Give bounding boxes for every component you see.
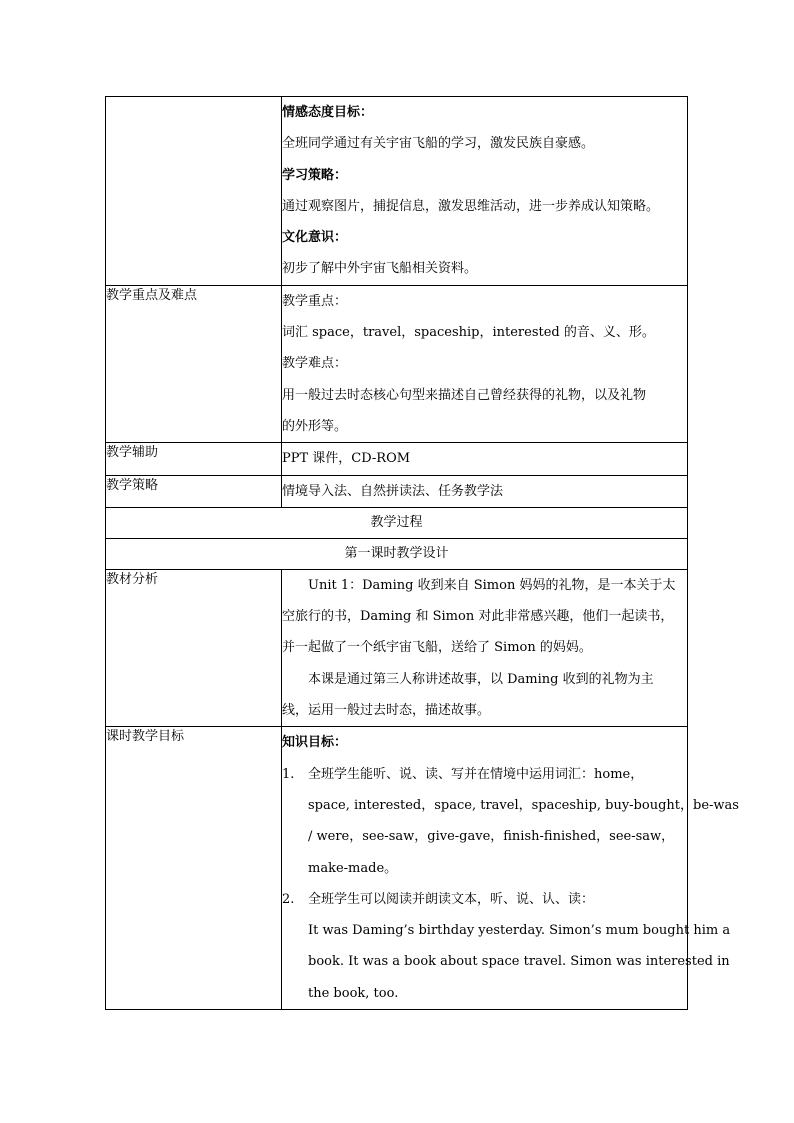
teaching-process-heading: 教学过程 [106, 507, 688, 538]
empty-label-cell [106, 97, 282, 286]
objectives-content [282, 97, 688, 286]
row-key-points [106, 285, 688, 442]
row-first-lesson [106, 538, 688, 569]
emotion-goal-heading: 情感态度目标： [282, 105, 374, 120]
key-points-label: 教学重点及难点 [106, 285, 282, 442]
key-point-text: 词汇 space，travel，spaceship，interested 的音、义、形。 [282, 325, 655, 341]
item-number: 2. [282, 891, 295, 907]
teaching-strategy-content [282, 475, 688, 507]
item-2-line-2: It was Daming’s birthday yesterday. Simon’s mum bought him a [308, 923, 731, 939]
item-1-line-3: / were，see-saw，give-gave，finish-finished，see-saw， [308, 829, 675, 845]
row-lesson-objectives [106, 727, 688, 1010]
analysis-line-5: 线，运用一般过去时态，描述故事。 [282, 703, 491, 719]
analysis-line-1: Unit 1：Daming 收到来自 Simon 妈妈的礼物，是一本关于太 [308, 577, 676, 593]
analysis-line-2: 空旅行的书，Daming 和 Simon 对此非常感兴趣，他们一起读书， [282, 609, 674, 625]
emotion-goal-text: 全班同学通过有关宇宙飞船的学习，激发民族自豪感。 [282, 136, 595, 152]
knowledge-goal-heading: 知识目标： [282, 735, 348, 751]
teaching-strategy-label: 教学策略 [106, 475, 282, 507]
difficulty-heading: 教学难点： [282, 356, 348, 372]
item-text: 全班学生能听、说、读、写并在情境中运用词汇：home， [308, 766, 644, 782]
teaching-aids-label: 教学辅助 [106, 443, 282, 475]
objective-item-2 [282, 884, 687, 915]
item-number: 1. [282, 766, 295, 782]
material-analysis-content [282, 569, 688, 726]
row-teaching-aids [106, 443, 688, 475]
analysis-line-4: 本课是通过第三人称讲述故事，以 Daming 收到的礼物为主 [308, 671, 654, 687]
item-text: 全班学生可以阅读并朗读文本，听、说、认、读： [308, 891, 595, 907]
row-teaching-strategy [106, 475, 688, 507]
learning-strategy-text: 通过观察图片，捕捉信息，激发思维活动，进一步养成认知策略。 [282, 198, 660, 214]
teaching-strategy-text: 情境导入法、自然拼读法、任务教学法 [282, 483, 504, 499]
difficulty-text-1: 用一般过去时态核心句型来描述自己曾经获得的礼物，以及礼物 [282, 387, 647, 403]
analysis-line-3: 并一起做了一个纸宇宙飞船，送给了 Simon 的妈妈。 [282, 640, 592, 656]
lesson-objectives-label: 课时教学目标 [106, 727, 282, 1010]
culture-awareness-text: 初步了解中外宇宙飞船相关资料。 [282, 261, 478, 277]
key-point-heading: 教学重点： [282, 293, 348, 309]
learning-strategy-heading: 学习策略： [282, 167, 348, 183]
row-objectives-continued [106, 97, 688, 286]
teaching-aids-text: PPT 课件，CD-ROM [282, 451, 411, 467]
key-points-content [282, 285, 688, 442]
lesson-plan-table [105, 96, 739, 1010]
row-teaching-process [106, 507, 688, 538]
difficulty-text-2: 的外形等。 [282, 418, 348, 434]
objective-item-1 [282, 759, 687, 790]
row-material-analysis [106, 569, 688, 726]
item-2-line-4: the book, too. [308, 985, 399, 1001]
lesson-objectives-content [282, 727, 739, 1010]
teaching-aids-content [282, 443, 688, 475]
material-analysis-label: 教材分析 [106, 569, 282, 726]
item-2-line-3: book. It was a book about space travel. Simon was interested in [308, 954, 730, 970]
item-1-line-2: space, interested，space, travel，spaceship, buy-bought，be-was [308, 797, 739, 813]
item-1-line-4: make-made。 [308, 860, 398, 876]
culture-awareness-heading: 文化意识： [282, 230, 348, 246]
first-lesson-heading: 第一课时教学设计 [106, 538, 688, 569]
